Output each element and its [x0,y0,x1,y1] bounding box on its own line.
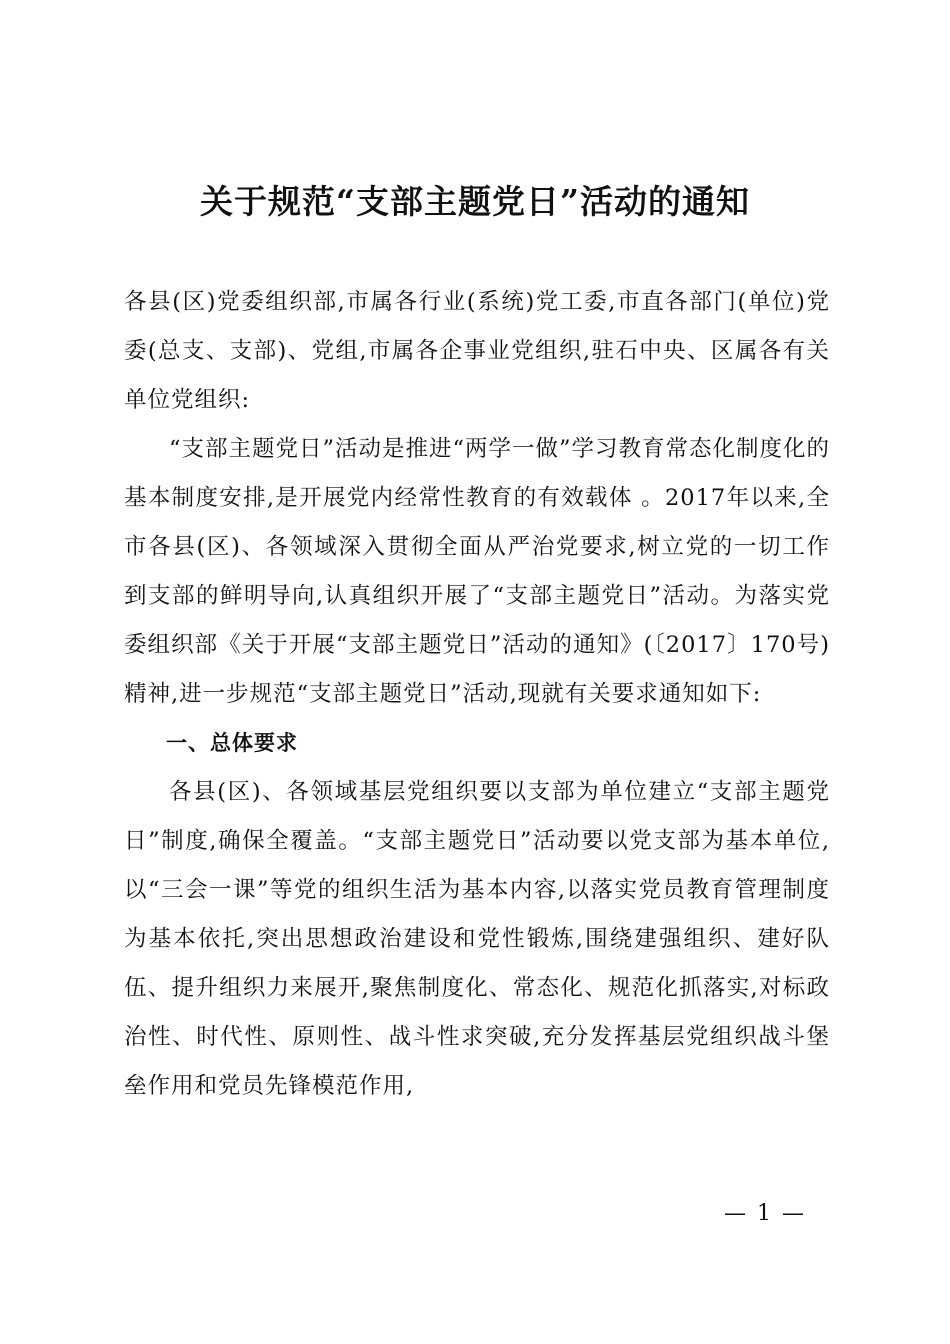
page-number: — 1 — [724,1201,806,1226]
intro-paragraph: “支部主题党日”活动是推进“两学一做”学习教育常态化制度化的基本制度安排,是开展党内经常性教育的有效载体 。2017年以来,全市各县(区)、各领域深入贯彻全面从严治党要求,树立党的一切工作到支部的鲜明导向,认真组织开展了“支部主题党日”活动。为落实党委组织部《关于开展“支部主题党日”活动的通知》(〔2017〕170号)精神,进一步规范“支部主题党日”活动,现就有关要求通知如下: [124,436,831,707]
document-title: 关于规范“支部主题党日”活动的通知 [200,182,750,221]
section-heading: 一、总体要求 [166,731,298,755]
requirements-paragraph: 各县(区)、各领域基层党组织要以支部为单位建立“支部主题党日”制度,确保全覆盖。“支部主题党日”活动要以党支部为基本单位,以“三会一课”等党的组织生活为基本内容,以落实党员教育管理制度为基本依托,突出思想政治建设和党性锻炼,围绕建强组织、建好队伍、提升组织力来展开,聚焦制度化、常态化、规范化抓落实,对标政治性、时代性、原则性、战斗性求突破,充分发挥基层党组织战斗堡垒作用和党员先锋模范作用, [124,779,830,1099]
document-body [124,278,830,1111]
salutation-paragraph: 各县(区)党委组织部,市属各行业(系统)党工委,市直各部门(单位)党委(总支、支部)、党组,市属各企事业党组织,驻石中央、区属各有关单位党组织: [124,289,830,413]
